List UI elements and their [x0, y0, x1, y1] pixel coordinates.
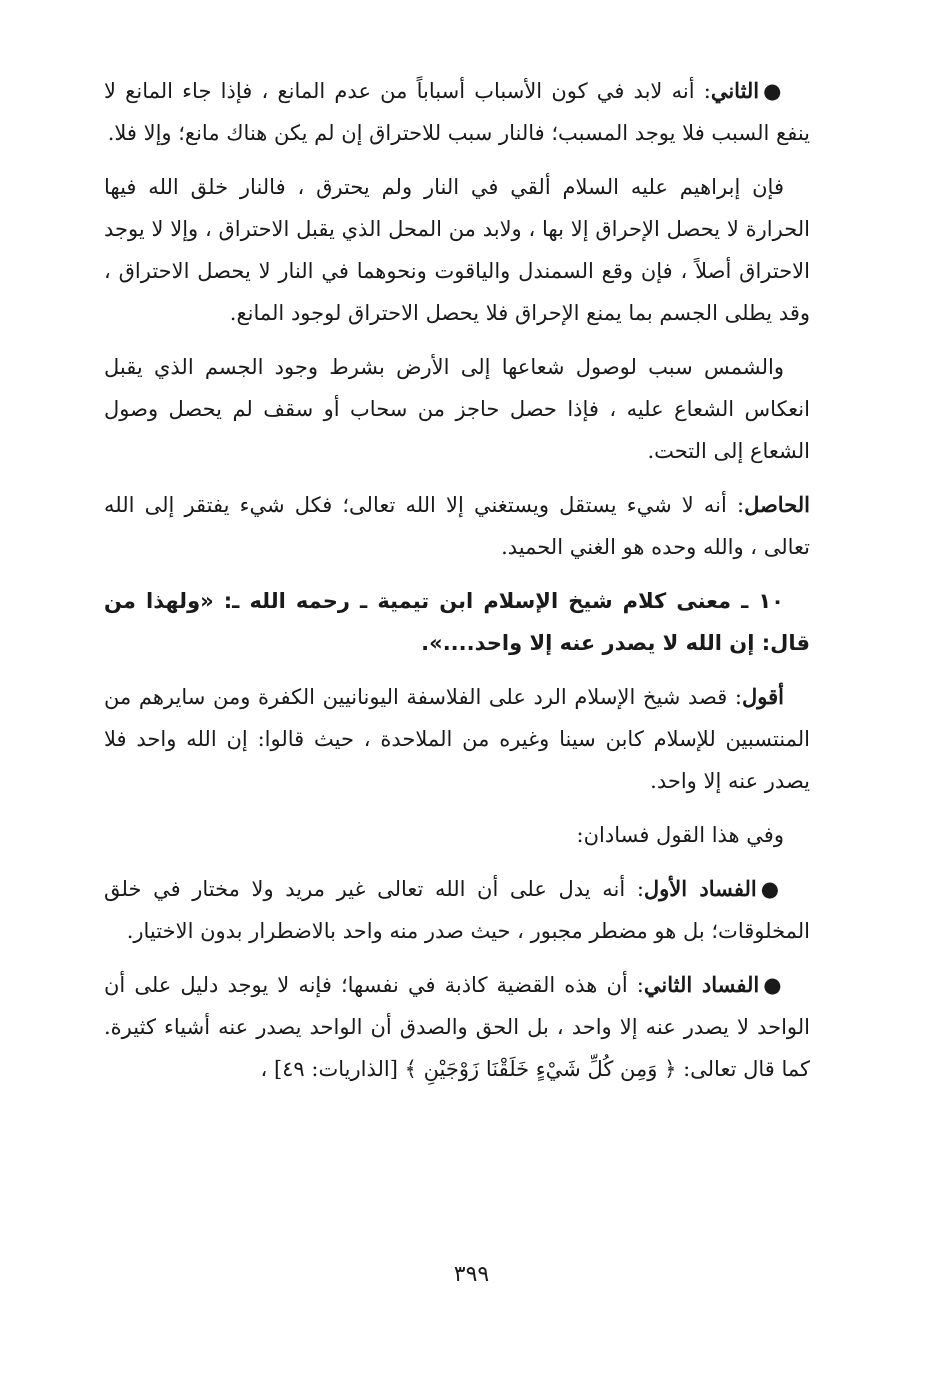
- paragraph-text: والشمس سبب لوصول شعاعها إلى الأرض بشرط وجود الجسم الذي يقبل انعكاس الشعاع عليه ، فإذا حصل حاجز من سحاب أو سقف لم يحصل وصول الشعاع إلى التحت.: [104, 355, 810, 463]
- quran-verse: ﴿ وَمِن كُلِّ شَيْءٍ خَلَقْنَا زَوْجَيْنِ ﴾: [404, 1057, 677, 1081]
- bullet-icon: ●: [763, 972, 784, 997]
- paragraph-text: : أنه لابد في كون الأسباب أسباباً من عدم المانع ، فإذا جاء المانع لا ينفع السبب فلا يوجد المسبب؛ فالنار سبب للاحتراق إن لم يكن هناك مانع؛ وإلا فلا.: [104, 79, 810, 145]
- paragraph-text: : أنه يدل على أن الله تعالى غير مريد ولا مختار في خلق المخلوقات؛ بل هو مضطر مجبور ، حيث صدر منه واحد بالاضطرار بدون الاختيار.: [104, 877, 810, 943]
- paragraph-ibrahim: [104, 166, 810, 334]
- paragraph-two-flaws: [104, 814, 810, 856]
- paragraph-conclusion: [104, 484, 810, 568]
- paragraph-text: : قصد شيخ الإسلام الرد على الفلاسفة اليونانيين الكفرة ومن سايرهم من المنتسبين للإسلام كابن سينا وغيره من الملاحدة ، حيث قالوا: إن الله واحد فلا يصدر عنه إلا واحد.: [104, 685, 810, 793]
- paragraph-first-flaw: [104, 868, 810, 952]
- paragraph-text: : أنه لا شيء يستقل ويستغني إلا الله تعالى؛ فكل شيء يفتقر إلى الله تعالى ، والله وحده هو الغني الحميد.: [104, 493, 810, 559]
- paragraph-text: فإن إبراهيم عليه السلام ألقي في النار ولم يحترق ، فالنار خلق الله فيها الحرارة لا يحصل الإحراق إلا بها ، ولابد من المحل الذي يقبل الاحتراق ، وإلا لا يوجد الاحتراق أصلاً ، فإن وقع السمندل والياقوت ونحوهما في النار لا يحصل الاحتراق ، وقد يطلى الجسم بما يمنع الإحراق فلا يحصل الاحتراق لوجود المانع.: [104, 175, 810, 325]
- bullet-icon: ●: [760, 876, 784, 901]
- section-heading: ١٠ ـ معنى كلام شيخ الإسلام ابن تيمية ـ رحمه الله ـ: «ولهذا من قال: إن الله لا يصدر عنه إلا واحد....».: [104, 589, 810, 655]
- term-label: الفساد الأول: [643, 876, 757, 901]
- bullet-icon: ●: [763, 78, 785, 103]
- document-page: [104, 70, 810, 1102]
- term-label: الثاني: [710, 78, 760, 103]
- term-label: الفساد الثاني: [643, 972, 760, 997]
- paragraph-second-flaw: [104, 964, 810, 1090]
- paragraph-aqool: [104, 676, 810, 802]
- term-label: الحاصل: [744, 492, 810, 517]
- paragraph-text: وفي هذا القول فسادان:: [576, 823, 784, 847]
- page-number: ٣٩٩: [453, 1262, 490, 1287]
- term-label: أقول: [742, 684, 784, 709]
- verse-reference: [الذاريات: ٤٩] ،: [260, 1057, 405, 1081]
- paragraph-second-point: [104, 70, 810, 154]
- paragraph-sun: [104, 346, 810, 472]
- paragraph-text: : أن هذه القضية كاذبة في نفسها؛ فإنه لا يوجد دليل على أن الواحد لا يصدر عنه إلا واحد ، بل الحق والصدق أن الواحد يصدر عنه أشياء كثيرة. كما قال تعالى:: [104, 973, 810, 1081]
